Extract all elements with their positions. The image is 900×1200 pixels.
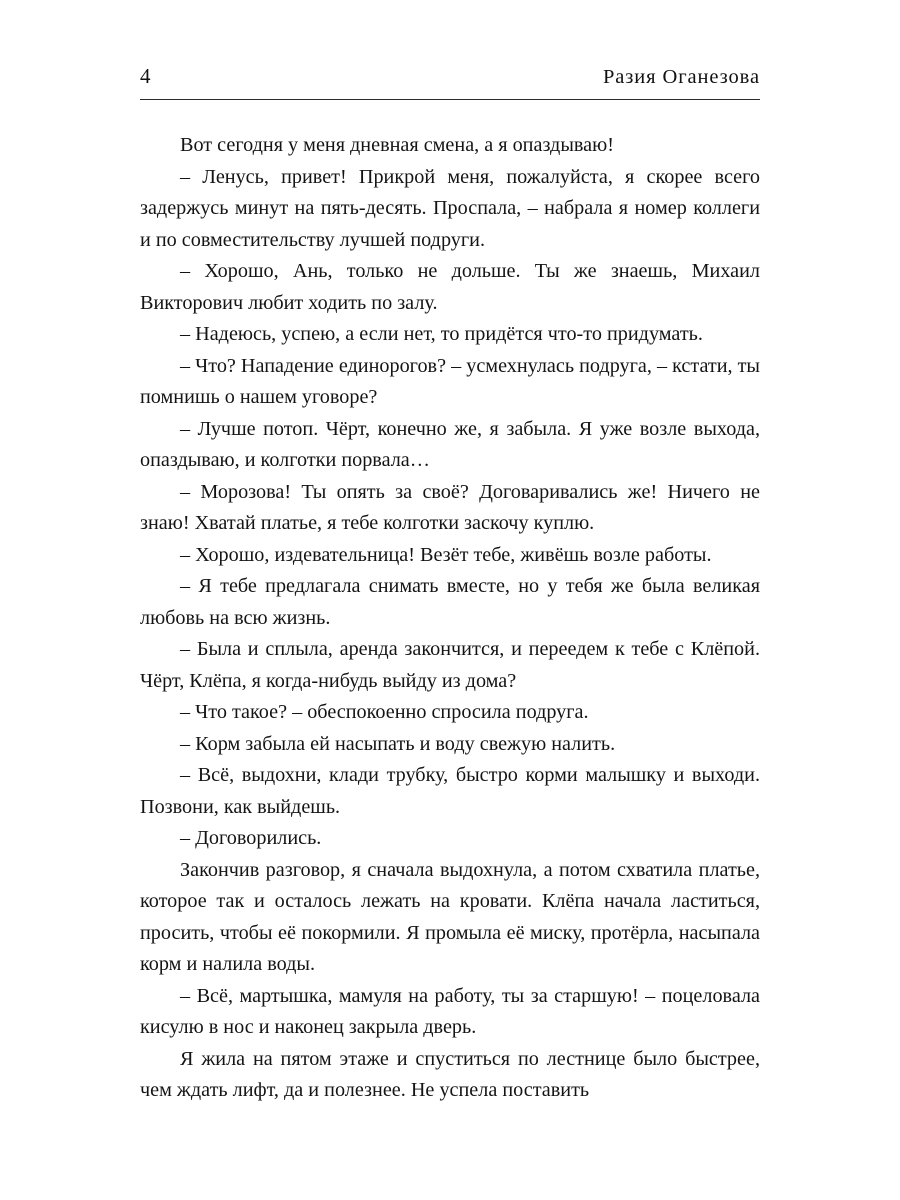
- paragraph: – Договорились.: [180, 827, 322, 849]
- paragraph: – Хорошо, Ань, только не дольше. Ты же знаешь, Михаил Викторович любит ходить по залу.: [140, 260, 760, 314]
- page-number: 4: [140, 64, 151, 88]
- body-text: [140, 130, 760, 1107]
- paragraph: – Морозова! Ты опять за своё? Договаривались же! Ничего не знаю! Хватай платье, я тебе колготки заскочу куплю.: [140, 480, 760, 534]
- paragraph: – Была и сплыла, аренда закончится, и переедем к тебе с Клёпой. Чёрт, Клёпа, я когда-нибудь выйду из дома?: [140, 638, 760, 692]
- running-title: Разия Оганезова: [603, 66, 760, 88]
- paragraph: – Я тебе предлагала снимать вместе, но у тебя же была великая любовь на всю жизнь.: [140, 575, 760, 629]
- paragraph: – Хорошо, издевательница! Везёт тебе, живёшь возле работы.: [180, 543, 712, 566]
- paragraph: Вот сегодня у меня дневная смена, а я опаздываю!: [180, 134, 614, 156]
- paragraph: – Всё, выдохни, клади трубку, быстро корми малышку и выходи. Позвони, как выйдешь.: [140, 764, 760, 818]
- paragraph: – Всё, мартышка, мамуля на работу, ты за старшую! – поцеловала кисулю в нос и наконец закрыла дверь.: [140, 984, 760, 1038]
- paragraph: – Ленусь, привет! Прикрой меня, пожалуйста, я скорее всего задержусь минут на пять-десять. Проспала, – набрала я номер коллеги и по совместительству лучшей подруги.: [140, 165, 760, 251]
- paragraph: Я жила на пятом этаже и спуститься по лестнице было быстрее, чем ждать лифт, да и полезнее. Не успела поставить: [140, 1047, 760, 1101]
- paragraph: – Надеюсь, успею, а если нет, то придётся что-то придумать.: [180, 323, 703, 345]
- paragraph: – Что такое? – обеспокоенно спросила подруга.: [180, 701, 589, 723]
- paragraph: – Корм забыла ей насыпать и воду свежую налить.: [180, 732, 616, 755]
- running-head: [140, 64, 760, 100]
- paragraph: – Лучше потоп. Чёрт, конечно же, я забыла. Я уже возле выхода, опаздываю, и колготки порвала…: [140, 417, 760, 471]
- paragraph: – Что? Нападение единорогов? – усмехнулась подруга, – кстати, ты помнишь о нашем уговоре?: [140, 354, 760, 408]
- paragraph: Закончив разговор, я сначала выдохнула, а потом схватила платье, которое так и осталось лежать на кровати. Клёпа начала ластиться, просить, чтобы её покормили. Я промыла её миску, протёрла, насыпала корм и налила воды.: [140, 858, 760, 975]
